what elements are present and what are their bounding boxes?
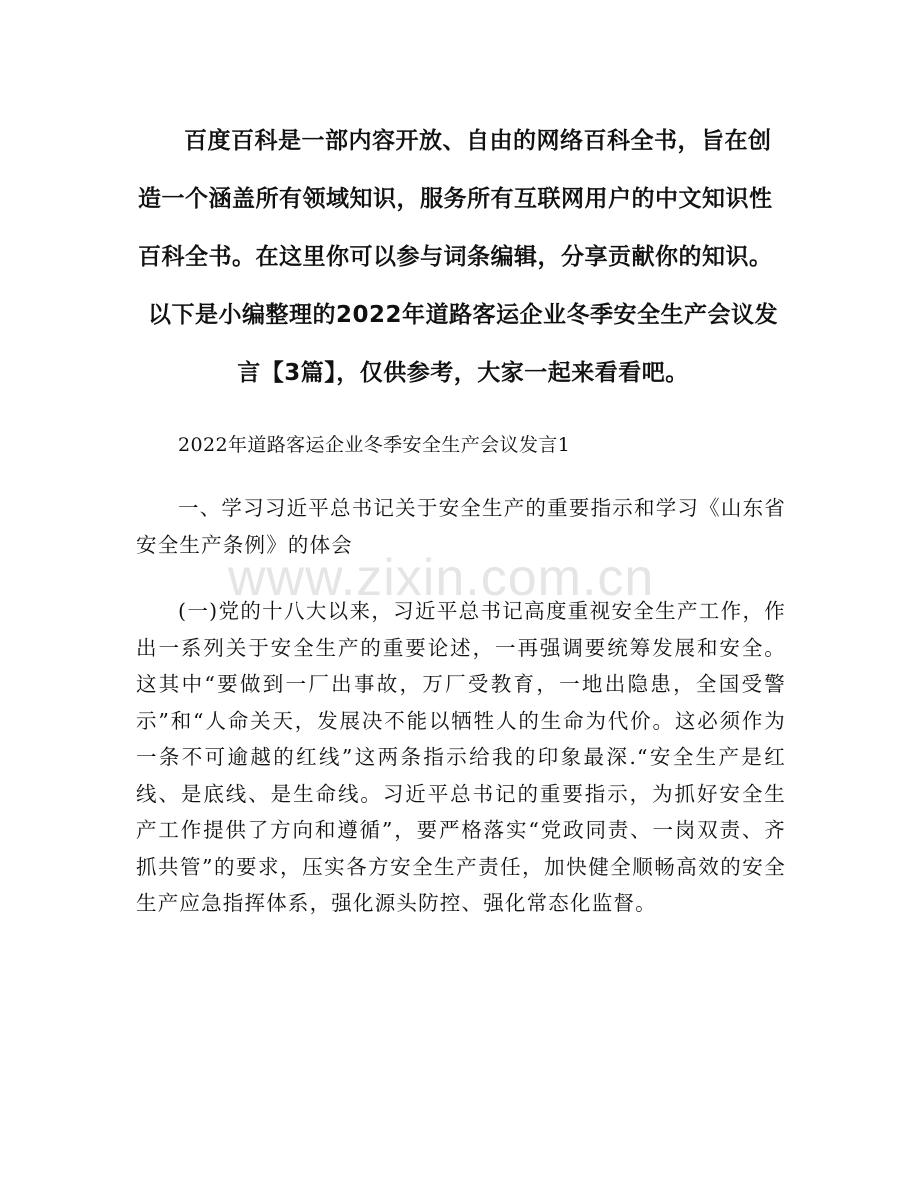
- watermark: www.zixin.com.cn: [228, 549, 655, 607]
- intro-line: 以下是小编整理的2022年道路客运企业冬季安全生产会议发: [147, 302, 778, 328]
- intro-line: 百科全书。在这里你可以参与词条编辑，分享贡献你的知识。: [138, 244, 773, 270]
- body-paragraph: (一)党的十八大以来，习近平总书记高度重视安全生产工作，作出一系列关于安全生产的重要论述，一再强调要统筹发展和安全。这其中“要做到一厂出事故，万厂受教育，一地出隐患，全国受警示”和“人命关天，发展决不能以牺牲人的生命为代价。这必须作为一条不可逾越的红线”这两条指示给我的印象最深.“安全生产是红线、是底线、是生命线。习近平总书记的重要指示，为抓好安全生产工作提供了方向和遵循”，要严格落实“党政同责、一岗双责、齐抓共管”的要求，压实各方安全生产责任，加快健全顺畅高效的安全生产应急指挥体系，强化源头防控、强化常态化监督。: [136, 599, 786, 915]
- section-heading: 一、学习习近平总书记关于安全生产的重要指示和学习《山东省安全生产条例》的体会: [136, 496, 786, 557]
- intro-block: [138, 112, 788, 402]
- intro-line: 百度百科是一部内容开放、自由的网络百科全书，旨在创: [184, 128, 772, 154]
- document-title: 2022年道路客运企业冬季安全生产会议发言1: [178, 434, 571, 456]
- intro-line: 造一个涵盖所有领域知识，服务所有互联网用户的中文知识性: [138, 186, 773, 212]
- intro-line: 言【3篇】，仅供参考，大家一起来看看吧。: [237, 360, 689, 386]
